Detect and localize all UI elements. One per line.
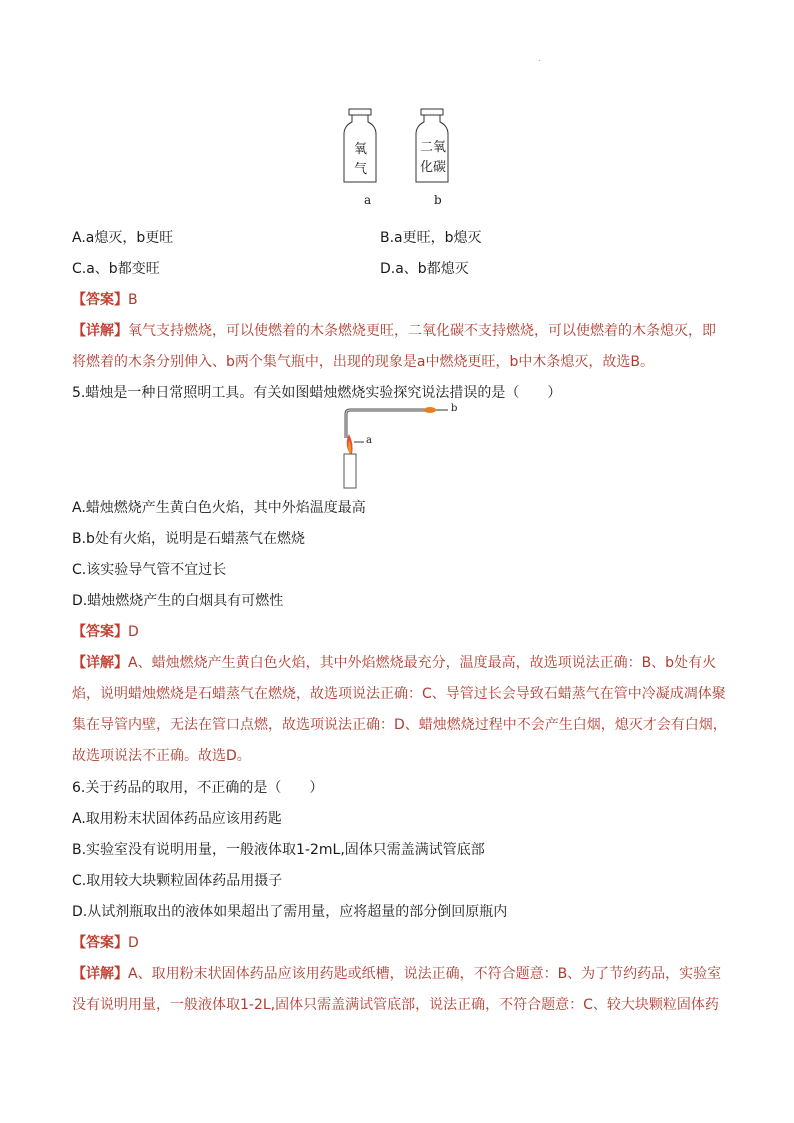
q6-option-b: B.实验室没有说明用量，一般液体取1-2mL,固体只需盖满试管底部 [72, 842, 485, 858]
q4-option-a: A.a熄灭，b更旺 [72, 230, 174, 246]
q5-detail-line3: 集在导管内壁，无法在管口点燃，故选项说法正确：D、蜡烛燃烧过程中不会产生白烟，熄灭才会有白烟， [72, 717, 727, 733]
q5-question: 5.蜡烛是一种日常照明工具。有关如图蜡烛燃烧实验探究说法措误的是（ ） [72, 385, 562, 401]
q4-detail-line2: 将燃着的木条分别伸入、b两个集气瓶中，出现的现象是a中燃烧更旺，b中木条熄灭，故选B。 [72, 354, 654, 370]
q6-detail-line2: 没有说明用量，一般液体取1-2L,固体只需盖满试管底部，说法正确，不符合题意：C、较大块颗粒固体药 [72, 997, 719, 1013]
q5-detail-line4: 故选项说法不正确。故选D。 [72, 748, 251, 764]
q4-option-c: C.a、b都变旺 [72, 261, 160, 277]
q6-detail-line1: 【详解】A、取用粉末状固体药品应该用药匙或纸槽，说法正确，不符合题意：B、为了节约药品，实验室 [72, 966, 722, 982]
q6-answer: 【答案】D [72, 935, 139, 951]
q4-detail-line1: 【详解】氧气支持燃烧，可以使燃着的木条燃烧更旺，二氧化碳不支持燃烧，可以使燃着的木条熄灭，即 [72, 323, 716, 339]
q6-option-a: A.取用粉末状固体药品应该用药匙 [72, 811, 282, 827]
header-dot: . [538, 54, 541, 63]
candle-label-a: a [366, 435, 372, 446]
q5-option-b: B.b处有火焰，说明是石蜡蒸气在燃烧 [72, 531, 305, 547]
q5-answer: 【答案】D [72, 624, 139, 640]
bottle-b-label: b [434, 193, 442, 207]
q6-option-c: C.取用较大块颗粒固体药品用摄子 [72, 873, 283, 889]
q5-detail-line1: 【详解】A、蜡烛燃烧产生黄白色火焰，其中外焰燃烧最充分，温度最高，故选项说法正确：B、b处有火 [72, 655, 717, 671]
q5-detail-line2: 焰，说明蜡烛燃烧是石蜡蒸气在燃烧，故选项说法正确：C、导管过长会导致石蜡蒸气在管中冷凝成凋体聚 [72, 686, 726, 702]
q4-answer: 【答案】B [72, 292, 138, 308]
bottle-b-text-2: 化碳 [420, 160, 447, 175]
bottle-b-text-1: 二氧 [420, 140, 447, 155]
q5-option-c: C.该实验导气管不宜过长 [72, 562, 227, 578]
q5-option-d: D.蜡烛燃烧产生的白烟具有可燃性 [72, 593, 284, 609]
q6-question: 6.关于药品的取用，不正确的是（ ） [72, 780, 324, 796]
bottle-a-label: a [364, 193, 372, 207]
candle-label-b: b [451, 403, 458, 414]
q4-option-b: B.a更旺，b熄灭 [380, 230, 482, 246]
bottle-a-text-2: 气 [354, 162, 368, 177]
q6-option-d: D.从试剂瓶取出的液体如果超出了需用量，应将超量的部分倒回原瓶内 [72, 904, 508, 920]
q4-option-d: D.a、b都熄灭 [380, 261, 469, 277]
q5-option-a: A.蜡烛燃烧产生黄白色火焰，其中外焰温度最高 [72, 500, 366, 516]
bottle-a-text-1: 氧 [354, 142, 368, 157]
candle-figure [330, 408, 460, 490]
